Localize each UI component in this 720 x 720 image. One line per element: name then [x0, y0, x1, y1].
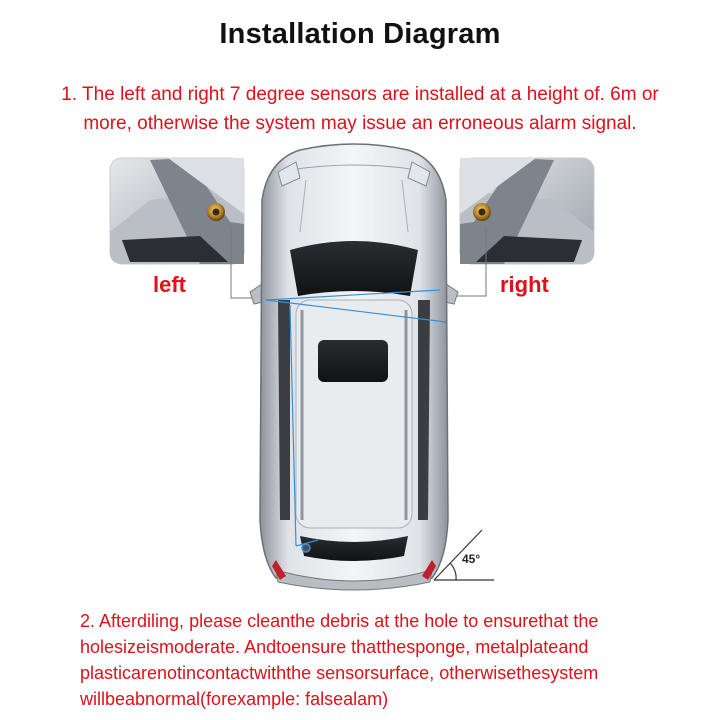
left-sensor-inset — [110, 158, 244, 264]
left-sensor-label: left — [153, 272, 186, 297]
page-title: Installation Diagram — [219, 18, 501, 50]
installation-note-1: 1. The left and right 7 degree sensors are installed at a height of. 6m or more, otherwise the system may issue an erroneous alarm signal. — [61, 84, 659, 134]
angle-label: 45° — [462, 552, 481, 566]
note-2-line: holesizeismoderate. Andtoensure thatthesponge, metalplateand — [80, 637, 589, 657]
note-2-line: willbeabnormal(forexample: falsealam) — [80, 689, 389, 709]
note-2-line: plasticarenotincontactwiththe sensorsurface, otherwisethesystem — [80, 663, 599, 683]
right-sensor-inset — [460, 158, 594, 264]
note-2-line: 2. Afterdiling, please cleanthe debris at the hole to ensurethat the — [80, 611, 599, 631]
right-sensor-label: right — [500, 272, 549, 297]
car-top-view — [250, 144, 458, 590]
installation-note-2 — [80, 608, 680, 712]
